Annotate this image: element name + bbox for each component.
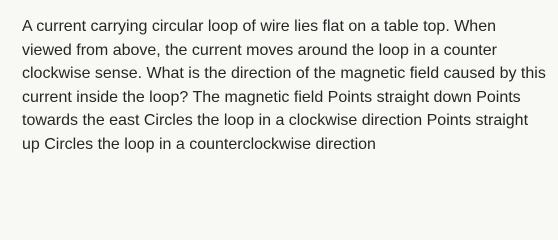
question-text: A current carrying circular loop of wire lies flat on a table top. When viewed from above, the current moves around the loop in a counter clockwise sense. What is the direction of the magnetic field caused by this current inside the loop? The magnetic field Points straight down Points towards the east Circles the loop in a clockwise direction Points straight up Circles the loop in a counterclockwise direction (22, 18, 546, 153)
